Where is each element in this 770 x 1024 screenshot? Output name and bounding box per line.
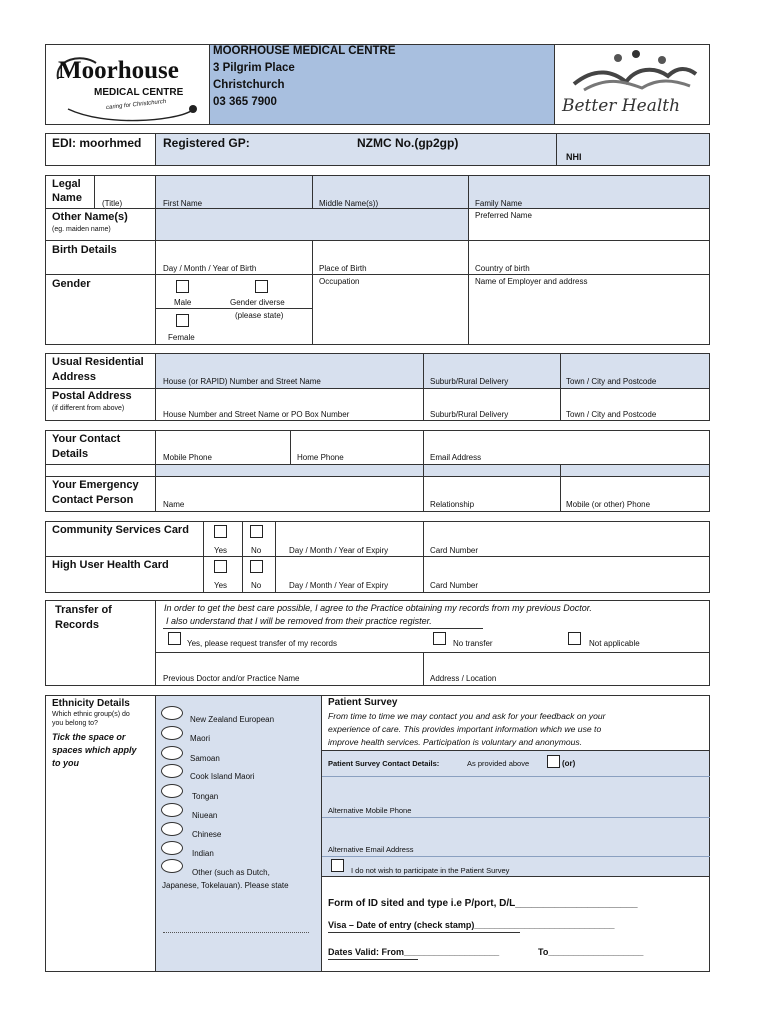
ethnicity-radio-tongan[interactable] <box>161 784 183 798</box>
csc-yes-checkbox[interactable] <box>214 525 227 538</box>
dates-valid-to-field[interactable]: To___________________ <box>538 947 644 957</box>
nhi-label[interactable]: NHI <box>566 152 582 162</box>
centre-address2: Christchurch <box>213 79 285 91</box>
survey-text2: experience of care. This provides important information which we use to <box>328 724 602 734</box>
ethnicity-option-cook-island: Cook Island Maori <box>190 772 255 781</box>
title-field[interactable]: (Title) <box>102 199 123 208</box>
house-rapid-field[interactable]: House (or RAPID) Number and Street Name <box>163 377 321 386</box>
usual-address-label2: Address <box>52 371 97 383</box>
logo-tagline: caring for Christchurch <box>105 98 167 112</box>
ethnicity-radio-cook-island[interactable] <box>161 764 183 778</box>
dob-field[interactable]: Day / Month / Year of Birth <box>163 264 257 273</box>
postal-town-field[interactable]: Town / City and Postcode <box>566 410 657 419</box>
csc-card-number-field[interactable]: Card Number <box>430 546 479 555</box>
huhc-no-checkbox[interactable] <box>250 560 263 573</box>
emergency-name-field[interactable]: Name <box>163 500 185 509</box>
emergency-phone-field[interactable]: Mobile (or other) Phone <box>566 500 651 509</box>
survey-opt-out-label: I do not wish to participate in the Patient Survey <box>351 866 510 875</box>
not-applicable-label: Not applicable <box>589 639 640 648</box>
brand-text: Better Health <box>562 96 681 116</box>
other-names-label: Other Name(s) <box>52 211 128 223</box>
huhc-no-label: No <box>251 581 262 590</box>
ethnicity-radio-samoan[interactable] <box>161 746 183 760</box>
previous-doctor-field[interactable]: Previous Doctor and/or Practice Name <box>163 674 300 683</box>
ethnicity-radio-indian[interactable] <box>161 841 183 855</box>
tick-instruction3: to you <box>52 758 79 768</box>
no-transfer-label: No transfer <box>453 639 493 648</box>
as-above-checkbox[interactable] <box>547 755 560 768</box>
mobile-phone-field[interactable]: Mobile Phone <box>163 453 212 462</box>
suburb-field[interactable]: Suburb/Rural Delivery <box>430 377 509 386</box>
employer-field[interactable]: Name of Employer and address <box>475 277 588 286</box>
transfer-label: Transfer of <box>55 604 112 616</box>
town-field[interactable]: Town / City and Postcode <box>566 377 657 386</box>
ethnicity-option-indian: Indian <box>192 849 214 858</box>
house-po-field[interactable]: House Number and Street Name or PO Box Number <box>163 410 350 419</box>
ethnicity-radio-niuean[interactable] <box>161 803 183 817</box>
country-of-birth-field[interactable]: Country of birth <box>475 264 530 273</box>
centre-phone: 03 365 7900 <box>213 96 277 108</box>
edi-label: EDI: moorhmed <box>52 136 142 150</box>
ethnicity-option-tongan: Tongan <box>192 792 219 801</box>
tick-instruction2: spaces which apply <box>52 745 137 755</box>
place-of-birth-field[interactable]: Place of Birth <box>319 264 367 273</box>
no-transfer-checkbox[interactable] <box>433 632 446 645</box>
dates-valid-from-field[interactable]: Dates Valid: From___________________ <box>328 947 500 957</box>
relationship-field[interactable]: Relationship <box>430 500 475 509</box>
gender-label: Gender <box>52 278 91 290</box>
survey-opt-out-checkbox[interactable] <box>331 859 344 872</box>
visa-field[interactable]: Visa – Date of entry (check stamp)____________________________ <box>328 920 615 930</box>
ethnicity-option-maori: Maori <box>190 734 211 743</box>
emergency-label2: Contact Person <box>52 494 134 506</box>
huhc-card-number-field[interactable]: Card Number <box>430 581 479 590</box>
csc-yes-label: Yes <box>214 546 228 555</box>
ethnicity-option-chinese: Chinese <box>192 830 222 839</box>
survey-text1: From time to time we may contact you and ask for your feedback on your <box>328 711 606 721</box>
name-label: Name <box>52 192 82 204</box>
transfer-yes-label: Yes, please request transfer of my records <box>187 639 337 648</box>
email-field[interactable]: Email Address <box>430 453 482 462</box>
centre-address1: 3 Pilgrim Place <box>213 62 295 74</box>
ethnicity-option-other1: Other (such as Dutch, <box>192 868 270 877</box>
ethnicity-radio-chinese[interactable] <box>161 822 183 836</box>
ethnicity-options-panel <box>156 696 321 971</box>
postal-address-label: Postal Address <box>52 390 132 402</box>
survey-as-above: As provided above <box>467 759 530 768</box>
survey-or: (or) <box>562 759 576 768</box>
details-label: Details <box>52 448 89 460</box>
survey-contact-label: Patient Survey Contact Details: <box>328 759 440 768</box>
huhc-yes-checkbox[interactable] <box>214 560 227 573</box>
ethnicity-question2: you belong to? <box>52 720 98 727</box>
survey-title: Patient Survey <box>328 697 398 708</box>
ethnicity-other-input[interactable] <box>163 932 309 933</box>
occupation-field[interactable]: Occupation <box>319 277 360 286</box>
ethnicity-radio-nz-european[interactable] <box>161 706 183 720</box>
alt-email-field[interactable]: Alternative Email Address <box>328 845 414 854</box>
survey-text3: improve health services. Participation is voluntary and anonymous. <box>328 737 583 747</box>
alt-mobile-field[interactable]: Alternative Mobile Phone <box>328 806 412 815</box>
records-label: Records <box>55 619 100 631</box>
csc-no-checkbox[interactable] <box>250 525 263 538</box>
not-applicable-checkbox[interactable] <box>568 632 581 645</box>
huhc-label: High User Health Card <box>52 559 169 571</box>
ethnicity-option-niuean: Niuean <box>192 811 218 820</box>
logo-word: Moorhouse <box>58 57 179 84</box>
ethnicity-option-nz-european: New Zealand European <box>190 715 275 724</box>
ethnicity-radio-other[interactable] <box>161 859 183 873</box>
female-checkbox[interactable] <box>176 314 189 327</box>
first-name-field[interactable]: First Name <box>163 199 203 208</box>
csc-expiry-field[interactable]: Day / Month / Year of Expiry <box>289 546 389 555</box>
ethnicity-title: Ethnicity Details <box>52 698 130 709</box>
csc-label: Community Services Card <box>52 524 189 536</box>
ethnicity-option-samoan: Samoan <box>190 754 220 763</box>
female-label: Female <box>168 333 195 342</box>
postal-suburb-field[interactable]: Suburb/Rural Delivery <box>430 410 509 419</box>
ethnicity-question1: Which ethnic group(s) do <box>52 711 130 718</box>
huhc-yes-label: Yes <box>214 581 228 590</box>
logo-line2: MEDICAL CENTRE <box>94 87 184 98</box>
centre-name: MOORHOUSE MEDICAL CENTRE <box>213 45 396 57</box>
ethnicity-radio-maori[interactable] <box>161 726 183 740</box>
other-names-hint: (eg. maiden name) <box>52 226 111 233</box>
birth-details-label: Birth Details <box>52 244 117 256</box>
huhc-expiry-field[interactable]: Day / Month / Year of Expiry <box>289 581 389 590</box>
postal-hint: (if different from above) <box>52 405 125 412</box>
family-name-field[interactable]: Family Name <box>475 199 523 208</box>
male-label: Male <box>174 298 192 307</box>
legal-label: Legal <box>52 178 81 190</box>
transfer-text2: I also understand that I will be removed from their practice register. <box>166 616 432 626</box>
people-figures-icon <box>556 46 709 96</box>
emergency-label: Your Emergency <box>52 479 139 491</box>
male-checkbox[interactable] <box>176 280 189 293</box>
please-state-label: (please state) <box>235 311 284 320</box>
middle-name-field[interactable]: Middle Name(s)) <box>319 199 379 208</box>
registered-gp-label[interactable]: Registered GP: <box>163 136 250 150</box>
your-contact-label: Your Contact <box>52 433 121 445</box>
home-phone-field[interactable]: Home Phone <box>297 453 344 462</box>
address-location-field[interactable]: Address / Location <box>430 674 497 683</box>
gender-diverse-checkbox[interactable] <box>255 280 268 293</box>
preferred-name-field[interactable]: Preferred Name <box>475 211 532 220</box>
gender-diverse-label: Gender diverse <box>230 298 285 307</box>
usual-address-label: Usual Residential <box>52 356 144 368</box>
better-health-logo <box>556 46 709 123</box>
csc-no-label: No <box>251 546 262 555</box>
ethnicity-option-other2: Japanese, Tokelauan). Please state <box>162 881 289 890</box>
id-sited-field[interactable]: Form of ID sited and type i.e P/port, D/L______________________ <box>328 898 638 909</box>
nzmc-label[interactable]: NZMC No.(gp2gp) <box>357 136 459 150</box>
transfer-text1: In order to get the best care possible, I agree to the Practice obtaining my records from my previous Doctor. <box>164 603 592 613</box>
tick-instruction1: Tick the space or <box>52 732 126 742</box>
logo <box>46 45 209 124</box>
transfer-yes-checkbox[interactable] <box>168 632 181 645</box>
